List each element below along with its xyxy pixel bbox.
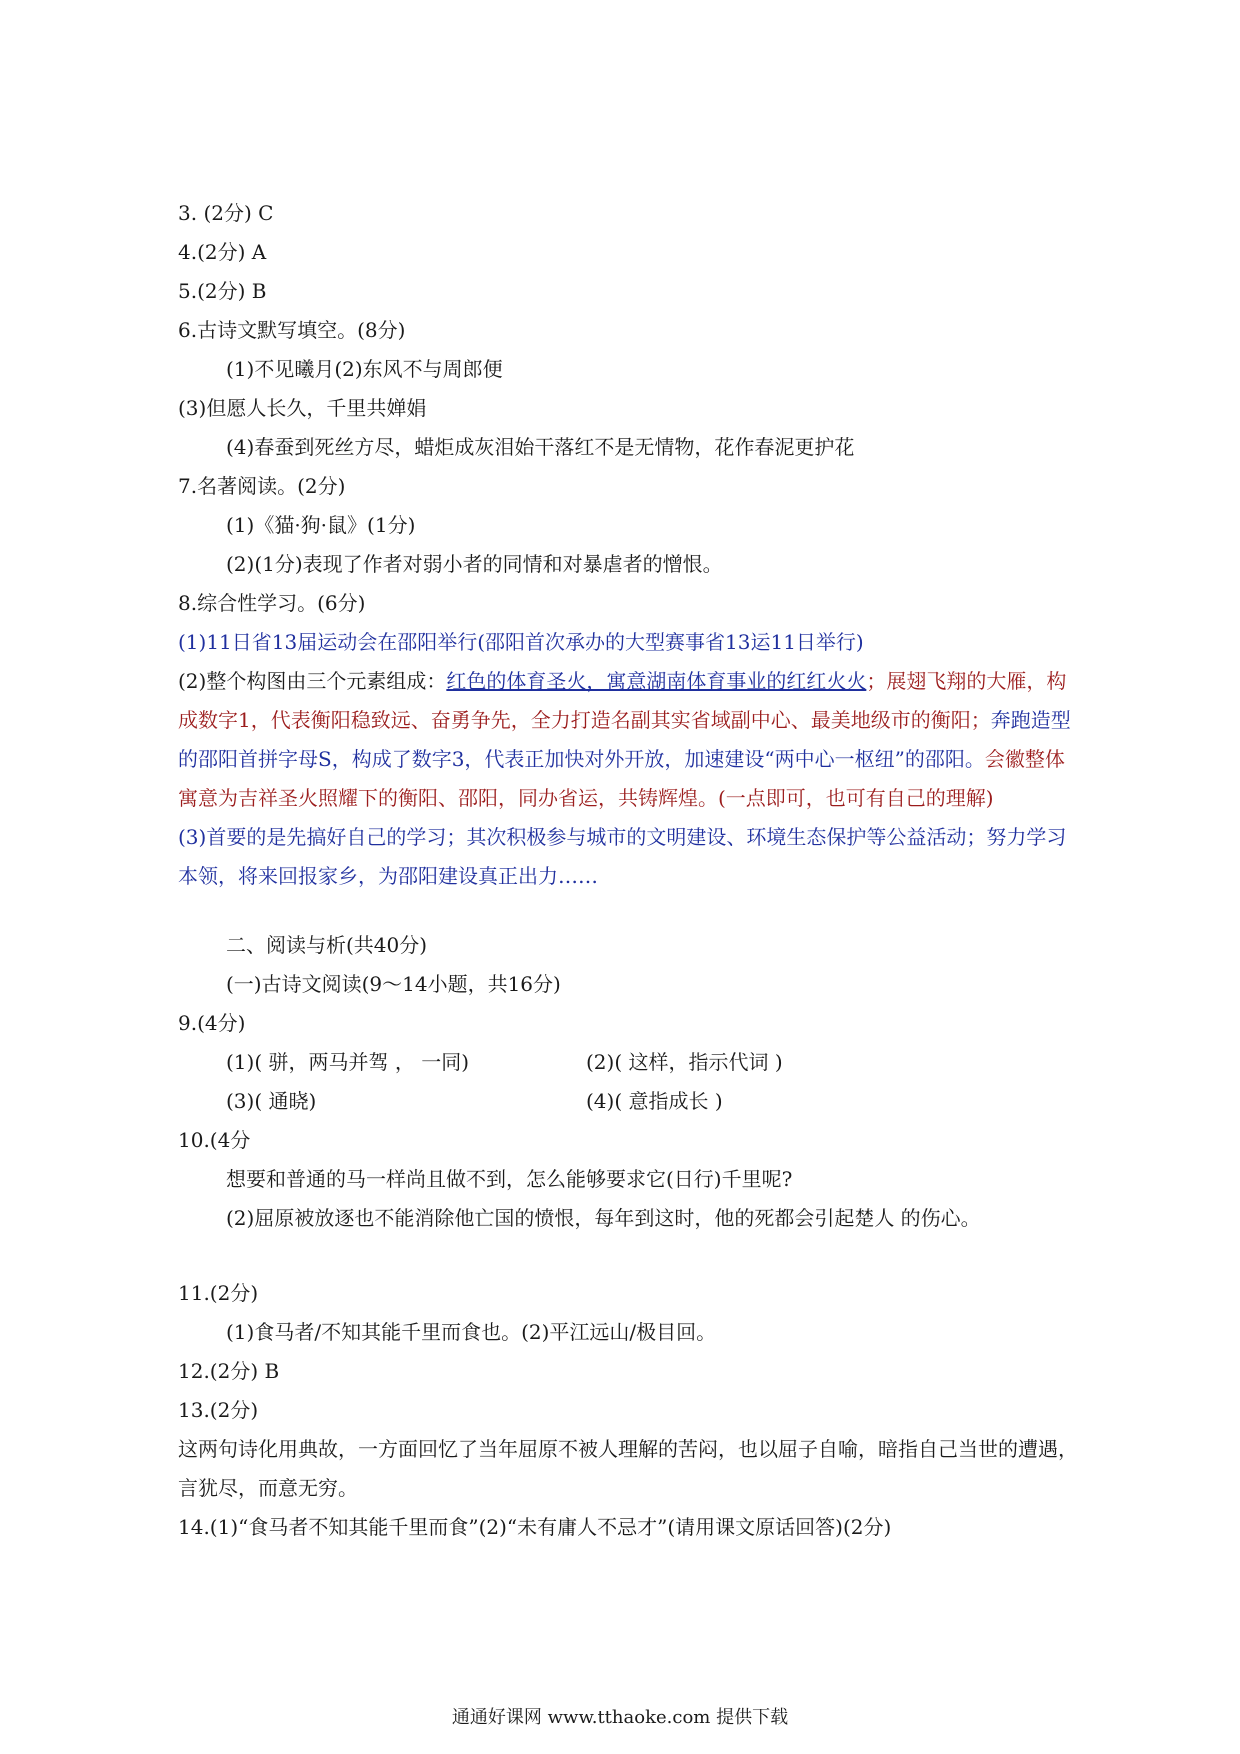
- download-footer: 通通好课网 www.tthaoke.com 提供下载: [451, 1707, 789, 1728]
- question-6-heading: 6.古诗文默写填空。(8分): [178, 318, 406, 342]
- answer-q8-3: (3)首要的是先搞好自己的学习；其次积极参与城市的文明建设、环境生态保护等公益活动；努力学习本领，将来回报家乡，为邵阳建设真正出力……: [178, 825, 1067, 888]
- answer-q8-2-intro: (2)整个构图由三个元素组成：: [178, 669, 447, 693]
- answer-q6-1: (1)不见曦月(2)东风不与周郎便: [226, 357, 503, 381]
- answer-q8-2-element-torch: 红色的体育圣火，寓意湖南体育事业的红红火火: [446, 669, 867, 693]
- question-7-heading: 7.名著阅读。(2分): [178, 474, 346, 498]
- answer-q8-1: (1)11日省13届运动会在邵阳举行(邵阳首次承办的大型赛事省13运11日举行): [178, 630, 864, 654]
- answer-q7-2: (2)(1分)表现了作者对弱小者的同情和对暴虐者的憎恨。: [226, 552, 723, 576]
- answer-q3: 3. (2分) C: [178, 201, 274, 225]
- answer-q9-row2: [178, 1082, 1078, 1121]
- answer-q6-3: (3)但愿人长久，千里共婵娟: [178, 396, 427, 420]
- answer-q8-2-element-goose: ；展翅飞翔的大雁，构成数字1，代表衡阳稳致远、奋勇争先，全力打造名副其实省域副中心、最美地级市的衡阳；: [178, 669, 1067, 732]
- answer-q6-4: (4)春蚕到死丝方尽，蜡炬成灰泪始干落红不是无情物，花作春泥更护花: [226, 435, 855, 459]
- answer-content: [178, 194, 1078, 1547]
- question-11-heading: 11.(2分): [178, 1281, 259, 1305]
- section-2-heading: 二、阅读与析(共40分): [226, 933, 428, 957]
- answer-q9-2: (2)( 这样，指示代词 ): [586, 1050, 783, 1074]
- answer-q11-1: (1)食马者/不知其能千里而食也。(2)平江远山/极目回。: [226, 1320, 717, 1344]
- answer-q14: 14.(1)“食马者不知其能千里而食”(2)“未有庸人不忌才”(请用课文原话回答)(2分): [178, 1515, 892, 1539]
- answer-q8-2-summary: 会徽整体寓意为吉祥圣火照耀下的衡阳、邵阳，同办省运，共铸辉煌。(一点即可，也可有自己的理解): [178, 747, 1065, 810]
- answer-q5: 5.(2分) B: [178, 279, 267, 303]
- answer-q4: 4.(2分) A: [178, 240, 267, 264]
- answer-q7-1: (1)《猫·狗·鼠》(1分): [226, 513, 416, 537]
- answer-q9-4: (4)( 意指成长 ): [586, 1089, 723, 1113]
- section-2-1-heading: (一)古诗文阅读(9～14小题，共16分): [226, 972, 561, 996]
- answer-q8-2-element-letter-s: 奔跑造型的邵阳首拼字母S，构成了数字3，代表正加快对外开放，加速建设“两中心一枢纽”的邵阳。: [178, 708, 1071, 771]
- question-13-heading: 13.(2分): [178, 1398, 259, 1422]
- question-10-heading: 10.(4分: [178, 1128, 251, 1152]
- question-8-heading: 8.综合性学习。(6分): [178, 591, 366, 615]
- answer-q9-3: (3)( 通晓): [226, 1089, 317, 1113]
- answer-q10-2: (2)屈原被放逐也不能消除他亡国的愤恨，每年到这时，他的死都会引起楚人 的伤心。: [226, 1206, 981, 1230]
- answer-q8-2: [178, 662, 1078, 818]
- question-9-heading: 9.(4分): [178, 1011, 246, 1035]
- answer-q9-1: (1)( 骈，两马并驾 ， 一同): [226, 1050, 470, 1074]
- answer-q9-row1: [178, 1043, 1078, 1082]
- answer-q13-1: 这两句诗化用典故，一方面回忆了当年屈原不被人理解的苦闷，也以屈子自喻，暗指自己当世的遭遇，言犹尽，而意无穷。: [178, 1437, 1078, 1500]
- answer-q12: 12.(2分) B: [178, 1359, 280, 1383]
- answer-q10-1: 想要和普通的马一样尚且做不到，怎么能够要求它(日行)千里呢?: [226, 1167, 793, 1191]
